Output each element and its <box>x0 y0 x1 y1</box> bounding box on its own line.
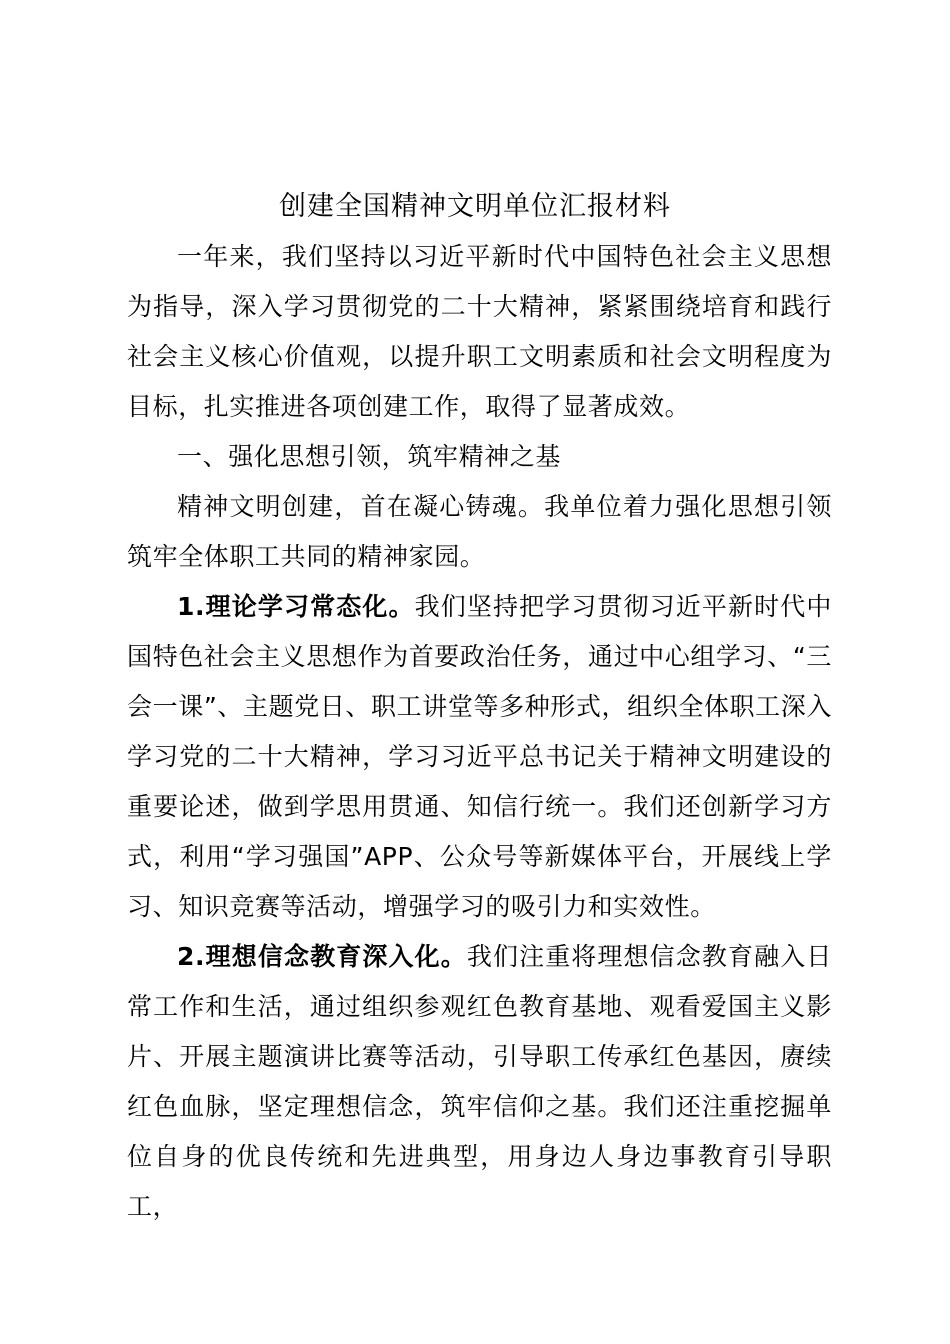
section-lead-paragraph: 精神文明创建，首在凝心铸魂。我单位着力强化思想引领筑牢全体职工共同的精神家园。 <box>127 492 832 571</box>
item-title-1: 1.理论学习常态化。 <box>177 592 415 621</box>
item-text-1: 我们坚持把学习贯彻习近平新时代中国特色社会主义思想作为首要政治任务，通过中心组学习、“三会一课”、主题党日、职工讲堂等多种形式，组织全体职工深入学习党的二十大精神，学习习近平总书记关于精神文明建设的重要论述，做到学思用贯通、知信行统一。我们还创新学习方式，利用“学习强国”APP、公众号等新媒体平台，开展线上学习、知识竞赛等活动，增强学习的吸引力和实效性。 <box>127 592 832 921</box>
item-paragraph-2 <box>127 932 832 1232</box>
item-title-2: 2.理想信念教育深入化。 <box>177 942 467 971</box>
item-paragraph-1 <box>127 582 832 932</box>
section-heading: 一、强化思想引领，筑牢精神之基 <box>177 442 562 471</box>
intro-paragraph: 一年来，我们坚持以习近平新时代中国特色社会主义思想为指导，深入学习贯彻党的二十大精神，紧紧围绕培育和践行社会主义核心价值观，以提升职工文明素质和社会文明程度为目标，扎实推进各项创建工作，取得了显著成效。 <box>127 242 832 421</box>
document-title: 创建全国精神文明单位汇报材料 <box>279 191 671 222</box>
item-text-2: 我们注重将理想信念教育融入日常工作和生活，通过组织参观红色教育基地、观看爱国主义影片、开展主题演讲比赛等活动，引导职工传承红色基因，赓续红色血脉，坚定理想信念，筑牢信仰之基。我们还注重挖掘单位自身的优良传统和先进典型，用身边人身边事教育引导职工， <box>127 942 833 1221</box>
document-body <box>127 232 832 1232</box>
